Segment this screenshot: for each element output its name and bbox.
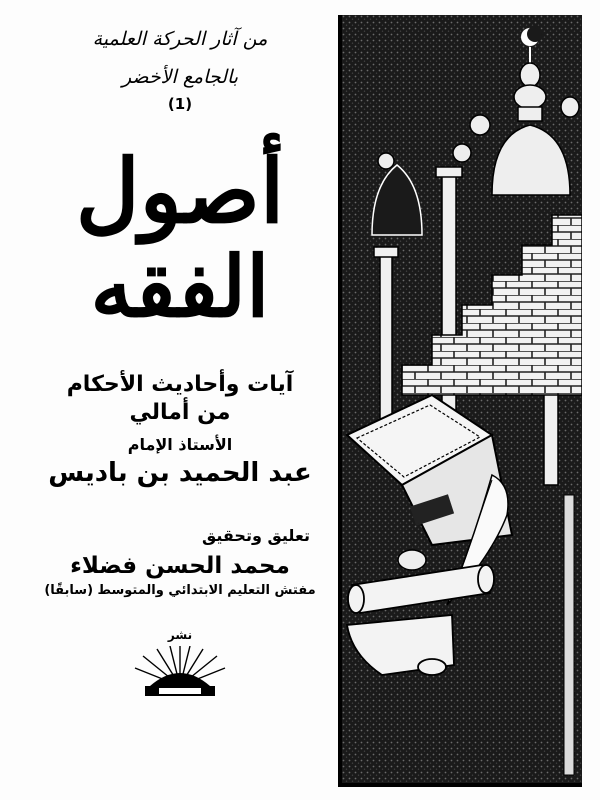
editor-name: محمد الحسن فضلاء <box>70 553 290 579</box>
publisher-label: نشر <box>167 628 193 642</box>
editor-role: مفتش التعليم الابتدائي والمتوسط (سابقًا) <box>44 583 316 598</box>
teacher-label: الأستاذ الإمام <box>127 435 233 454</box>
cover-text-panel <box>30 15 330 785</box>
subtitle: آيات وأحاديث الأحكام <box>66 372 294 397</box>
publisher-logo-icon <box>125 646 235 700</box>
title-line-2: الفقه <box>90 237 270 336</box>
art-border <box>338 783 582 787</box>
series-number: (1) <box>167 95 193 113</box>
author-name: عبد الحميد بن باديس <box>48 458 312 488</box>
title-line-1: أصول <box>75 139 285 243</box>
series-line-2: بالجامع الأخضر <box>121 66 239 88</box>
commentary-label: تعليق وتحقيق <box>201 526 310 545</box>
series-line-1: من آثار الحركة العلمية <box>92 28 268 50</box>
from-label: من أمالي <box>129 400 231 425</box>
cover-illustration <box>338 15 582 787</box>
